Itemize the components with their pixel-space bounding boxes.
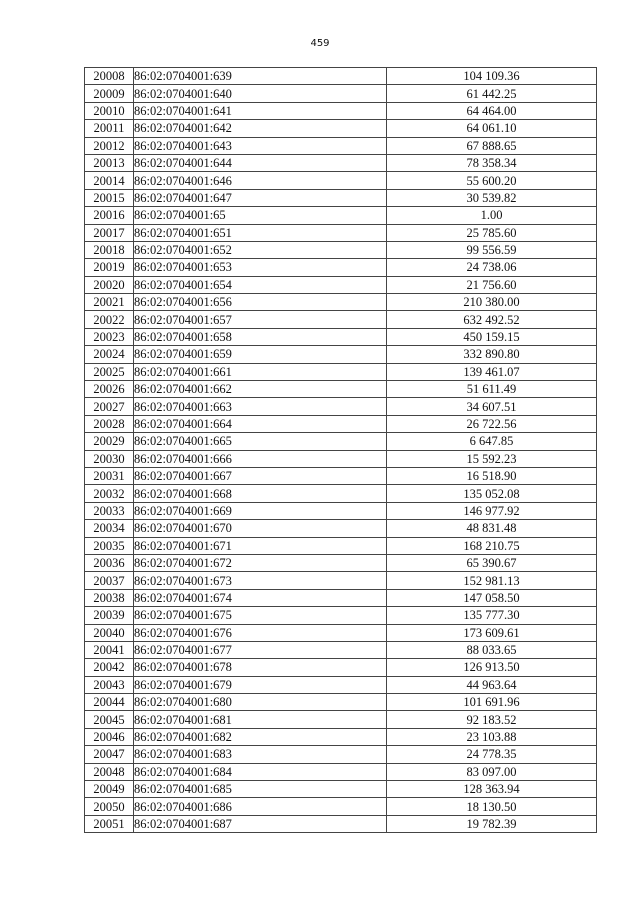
table-row [85,381,597,398]
cadastral-number-cell: 86:02:0704001:656 [134,294,387,311]
cadastral-number-cell: 86:02:0704001:683 [134,746,387,763]
cadastral-number-cell: 86:02:0704001:680 [134,694,387,711]
cadastral-number-cell: 86:02:0704001:643 [134,137,387,154]
row-number-cell: 20034 [85,520,134,537]
row-number-cell: 20035 [85,537,134,554]
value-cell: 99 556.59 [387,241,597,258]
value-cell: 450 159.15 [387,328,597,345]
row-number-cell: 20042 [85,659,134,676]
value-cell: 6 647.85 [387,433,597,450]
table-row [85,641,597,658]
row-number-cell: 20017 [85,224,134,241]
table-row [85,241,597,258]
value-cell: 64 464.00 [387,102,597,119]
table-row [85,467,597,484]
value-cell: 78 358.34 [387,154,597,171]
value-cell: 18 130.50 [387,798,597,815]
table-row [85,520,597,537]
value-cell: 152 981.13 [387,572,597,589]
row-number-cell: 20012 [85,137,134,154]
cadastral-number-cell: 86:02:0704001:658 [134,328,387,345]
row-number-cell: 20015 [85,189,134,206]
row-number-cell: 20049 [85,781,134,798]
cadastral-number-cell: 86:02:0704001:675 [134,607,387,624]
row-number-cell: 20041 [85,641,134,658]
row-number-cell: 20047 [85,746,134,763]
value-cell: 1.00 [387,207,597,224]
row-number-cell: 20030 [85,450,134,467]
table-row [85,120,597,137]
row-number-cell: 20050 [85,798,134,815]
row-number-cell: 20027 [85,398,134,415]
row-number-cell: 20026 [85,381,134,398]
cadastral-number-cell: 86:02:0704001:664 [134,415,387,432]
table-row [85,763,597,780]
table-row [85,502,597,519]
table-row [85,102,597,119]
value-cell: 92 183.52 [387,711,597,728]
row-number-cell: 20023 [85,328,134,345]
table-row [85,137,597,154]
row-number-cell: 20021 [85,294,134,311]
value-cell: 26 722.56 [387,415,597,432]
table-body [85,68,597,833]
row-number-cell: 20048 [85,763,134,780]
table-row [85,311,597,328]
table-row [85,537,597,554]
cadastral-number-cell: 86:02:0704001:644 [134,154,387,171]
value-cell: 55 600.20 [387,172,597,189]
table-row [85,781,597,798]
row-number-cell: 20037 [85,572,134,589]
cadastral-number-cell: 86:02:0704001:662 [134,381,387,398]
row-number-cell: 20019 [85,259,134,276]
row-number-cell: 20045 [85,711,134,728]
table-row [85,207,597,224]
value-cell: 19 782.39 [387,815,597,832]
cadastral-number-cell: 86:02:0704001:687 [134,815,387,832]
cadastral-number-cell: 86:02:0704001:666 [134,450,387,467]
row-number-cell: 20028 [85,415,134,432]
row-number-cell: 20046 [85,728,134,745]
value-cell: 48 831.48 [387,520,597,537]
row-number-cell: 20025 [85,363,134,380]
cadastral-number-cell: 86:02:0704001:665 [134,433,387,450]
value-cell: 44 963.64 [387,676,597,693]
table-row [85,711,597,728]
row-number-cell: 20022 [85,311,134,328]
cadastral-number-cell: 86:02:0704001:639 [134,68,387,85]
cadastral-number-cell: 86:02:0704001:678 [134,659,387,676]
value-cell: 64 061.10 [387,120,597,137]
value-cell: 126 913.50 [387,659,597,676]
value-cell: 88 033.65 [387,641,597,658]
value-cell: 168 210.75 [387,537,597,554]
value-cell: 128 363.94 [387,781,597,798]
row-number-cell: 20010 [85,102,134,119]
cadastral-number-cell: 86:02:0704001:652 [134,241,387,258]
row-number-cell: 20038 [85,589,134,606]
cadastral-number-cell: 86:02:0704001:681 [134,711,387,728]
value-cell: 332 890.80 [387,346,597,363]
row-number-cell: 20024 [85,346,134,363]
row-number-cell: 20008 [85,68,134,85]
cadastral-number-cell: 86:02:0704001:642 [134,120,387,137]
table-row [85,189,597,206]
table-row [85,68,597,85]
table-row [85,676,597,693]
value-cell: 101 691.96 [387,694,597,711]
value-cell: 173 609.61 [387,624,597,641]
table-row [85,815,597,832]
cadastral-number-cell: 86:02:0704001:679 [134,676,387,693]
table-row [85,276,597,293]
cadastral-number-cell: 86:02:0704001:659 [134,346,387,363]
cadastral-number-cell: 86:02:0704001:663 [134,398,387,415]
value-cell: 16 518.90 [387,467,597,484]
cadastral-number-cell: 86:02:0704001:640 [134,85,387,102]
value-cell: 210 380.00 [387,294,597,311]
cadastral-number-cell: 86:02:0704001:668 [134,485,387,502]
table-row [85,224,597,241]
value-cell: 65 390.67 [387,554,597,571]
table-row [85,450,597,467]
cadastral-number-cell: 86:02:0704001:671 [134,537,387,554]
row-number-cell: 20036 [85,554,134,571]
value-cell: 30 539.82 [387,189,597,206]
row-number-cell: 20013 [85,154,134,171]
row-number-cell: 20014 [85,172,134,189]
cadastral-number-cell: 86:02:0704001:686 [134,798,387,815]
cadastral-number-cell: 86:02:0704001:684 [134,763,387,780]
row-number-cell: 20016 [85,207,134,224]
row-number-cell: 20044 [85,694,134,711]
row-number-cell: 20020 [85,276,134,293]
row-number-cell: 20011 [85,120,134,137]
cadastral-number-cell: 86:02:0704001:674 [134,589,387,606]
table-row [85,554,597,571]
table-row [85,485,597,502]
table-row [85,798,597,815]
cadastral-number-cell: 86:02:0704001:646 [134,172,387,189]
row-number-cell: 20031 [85,467,134,484]
value-cell: 83 097.00 [387,763,597,780]
value-cell: 61 442.25 [387,85,597,102]
value-cell: 24 778.35 [387,746,597,763]
row-number-cell: 20009 [85,85,134,102]
cadastral-number-cell: 86:02:0704001:667 [134,467,387,484]
cadastral-number-cell: 86:02:0704001:672 [134,554,387,571]
cadastral-number-cell: 86:02:0704001:676 [134,624,387,641]
page-number: 459 [310,38,330,49]
cadastral-number-cell: 86:02:0704001:647 [134,189,387,206]
table-row [85,363,597,380]
value-cell: 25 785.60 [387,224,597,241]
row-number-cell: 20051 [85,815,134,832]
value-cell: 135 052.08 [387,485,597,502]
cadastral-number-cell: 86:02:0704001:661 [134,363,387,380]
table-row [85,572,597,589]
cadastral-number-cell: 86:02:0704001:657 [134,311,387,328]
cadastral-number-cell: 86:02:0704001:641 [134,102,387,119]
cadastral-number-cell: 86:02:0704001:682 [134,728,387,745]
table-row [85,746,597,763]
row-number-cell: 20033 [85,502,134,519]
value-cell: 23 103.88 [387,728,597,745]
value-cell: 135 777.30 [387,607,597,624]
table-row [85,589,597,606]
table-row [85,728,597,745]
value-cell: 67 888.65 [387,137,597,154]
cadastral-number-cell: 86:02:0704001:65 [134,207,387,224]
row-number-cell: 20032 [85,485,134,502]
value-cell: 21 756.60 [387,276,597,293]
value-cell: 147 058.50 [387,589,597,606]
value-cell: 15 592.23 [387,450,597,467]
table-row [85,172,597,189]
cadastral-number-cell: 86:02:0704001:653 [134,259,387,276]
value-cell: 632 492.52 [387,311,597,328]
cadastral-number-cell: 86:02:0704001:677 [134,641,387,658]
table-row [85,659,597,676]
cadastral-number-cell: 86:02:0704001:673 [134,572,387,589]
table-row [85,85,597,102]
cadastral-number-cell: 86:02:0704001:685 [134,781,387,798]
cadastral-number-cell: 86:02:0704001:669 [134,502,387,519]
table-row [85,694,597,711]
table-row [85,607,597,624]
table-row [85,294,597,311]
table-row [85,433,597,450]
table-row [85,624,597,641]
cadastral-number-cell: 86:02:0704001:654 [134,276,387,293]
value-cell: 24 738.06 [387,259,597,276]
value-cell: 139 461.07 [387,363,597,380]
row-number-cell: 20039 [85,607,134,624]
value-cell: 146 977.92 [387,502,597,519]
value-cell: 104 109.36 [387,68,597,85]
table-row [85,154,597,171]
table-row [85,328,597,345]
cadastral-number-cell: 86:02:0704001:651 [134,224,387,241]
row-number-cell: 20018 [85,241,134,258]
table-row [85,398,597,415]
cadastral-number-cell: 86:02:0704001:670 [134,520,387,537]
cadastral-value-table [84,67,597,833]
table-row [85,346,597,363]
value-cell: 34 607.51 [387,398,597,415]
row-number-cell: 20040 [85,624,134,641]
value-cell: 51 611.49 [387,381,597,398]
table-row [85,259,597,276]
table-row [85,415,597,432]
row-number-cell: 20043 [85,676,134,693]
row-number-cell: 20029 [85,433,134,450]
